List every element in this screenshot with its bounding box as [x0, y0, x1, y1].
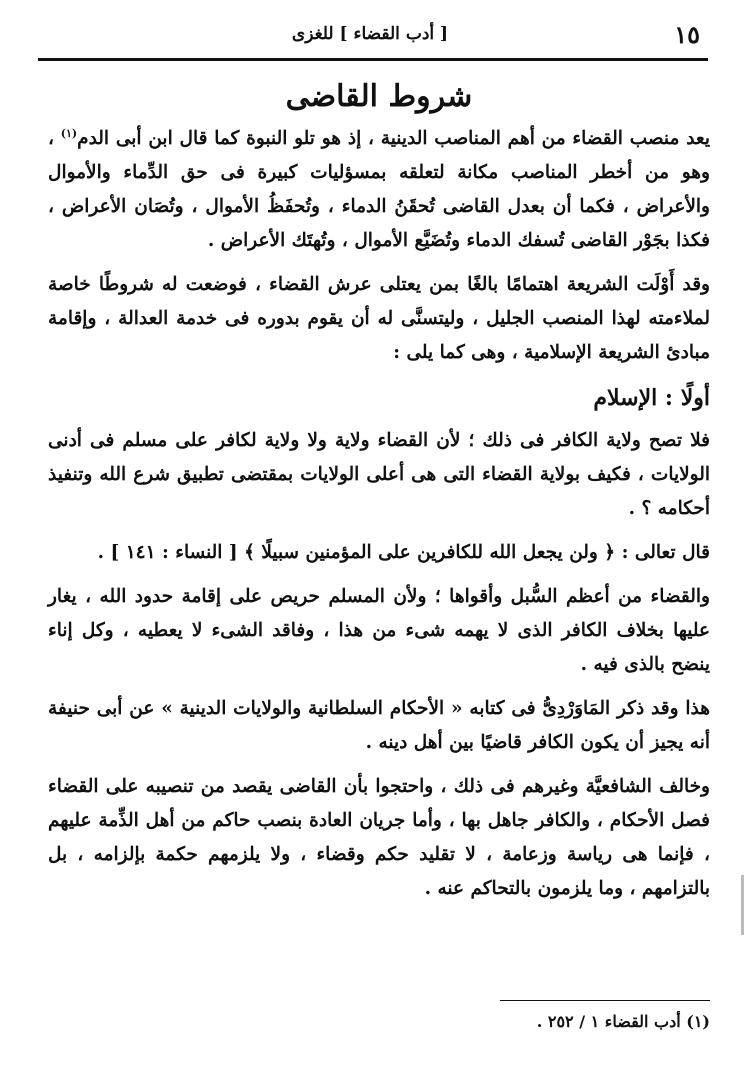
page-number: ١٥ — [674, 20, 700, 49]
quran-citation: قال تعالى : ﴿ ولن يجعل الله للكافرين على المؤمنين سبيلًا ﴾ [ النساء : ١٤١ ] . — [97, 542, 710, 563]
footnote-marker: (١) — [60, 126, 78, 140]
paragraph-1-rest: ، وهو من أخطر المناصب مكانة لتعلقه بمسؤليات كبيرة فى حق الدِّماء والأموال والأعراض ، فكما أن بعدل القاضى تُحقَنُ الدماء ، وتُحفَظُ الأموال ، وتُصَان الأعراض ، فكذا بجَوْر القاضى تُسفك الدماء وتُضَيَّع الأموال ، وتُهتَك الأعراض . — [48, 128, 710, 251]
paragraph-7: وخالف الشافعيَّة وغيرهم فى ذلك ، واحتجوا بأن القاضى يقصد من تنصيبه على القضاء فصل الأحكام ، والكافر جاهل بها ، وأما جريان العادة بنصب حاكم من أهل الذِّمة عليهم ، فإنما هى رياسة وزعامة ، لا تقليد حكم وقضاء ، ولا يلزمهم حكمة بإلزامه ، بل بالتزامهم ، وما يلزمون بالتحاكم عنه . — [48, 776, 710, 899]
paragraph-5: والقضاء من أعظم السُّبل وأقواها ؛ ولأن المسلم حريص على إقامة حدود الله ، يغار عليها بخلاف الكافر الذى لا يهمه شىء من هذا ، وفاقد الشىء لا يعطيه ، وكل إناء ينضح بالذى فيه . — [48, 586, 710, 675]
paragraph-2: وقد أَوْلَت الشريعة اهتمامًا بالغًا بمن يعتلى عرش القضاء ، فوضعت له شروطًا خاصة لملاءمته لهذا المنصب الجليل ، وليتسنَّى له أن يقوم بدوره فى خدمة العدالة ، وإقامة مبادئ الشريعة الإسلامية ، وهى كما يلى : — [48, 274, 710, 363]
paragraph-3: فلا تصح ولاية الكافر فى ذلك ؛ لأن القضاء ولاية ولا ولاية لكافر على مسلم فى أدنى الولايات ، فكيف بولاية القضاء التى هى أعلى الولايات بمقتضى تطبيق شرع الله وتنفيذ أحكامه ؟ . — [48, 430, 710, 519]
paragraph-1 — [48, 122, 710, 258]
footnote: (١) أدب القضاء ١ / ٢٥٢ . — [536, 1012, 710, 1031]
footnote-rule — [500, 1000, 710, 1001]
page-header — [40, 20, 700, 52]
paragraph-6: هذا وقد ذكر المَاوَرْدِىُّ فى كتابه « الأحكام السلطانية والولايات الدينية » عن أبى حنيفة أنه يجيز أن يكون الكافر قاضيًا بين أهل دينه . — [48, 698, 710, 753]
running-title: [ أدب القضاء ] للغزى — [291, 24, 449, 44]
page-body — [48, 74, 710, 916]
header-rule — [38, 58, 708, 61]
scan-edge-mark — [741, 875, 744, 935]
chapter-title: شروط القاضى — [285, 79, 473, 114]
section-heading-islam: أولًا : الإسلام — [593, 385, 710, 411]
paragraph-1-start: يعد منصب القضاء من أهم المناصب الدينية ، إذ هو تلو النبوة كما قال ابن أبى الدم — [77, 128, 710, 149]
